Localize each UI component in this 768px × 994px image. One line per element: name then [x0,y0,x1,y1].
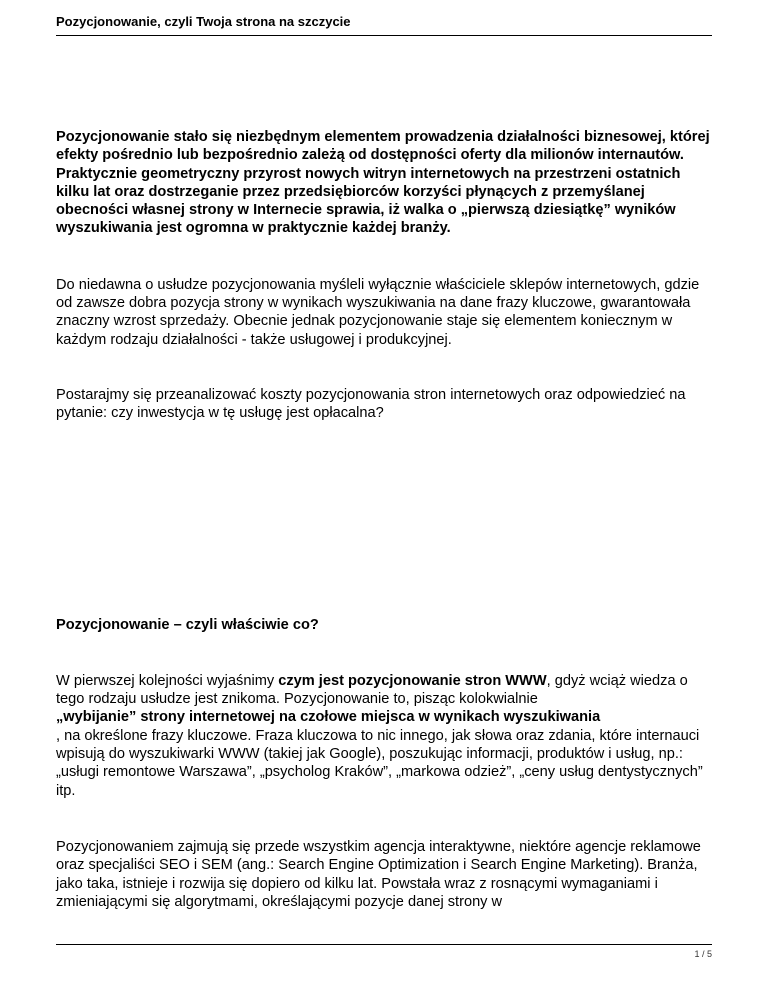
page-header [56,14,712,36]
lead-paragraph: Pozycjonowanie stało się niezbędnym elementem prowadzenia działalności biznesowej, której efekty pośrednio lub bezpośrednio zależą od dostępności oferty dla milionów internautów. Praktycznie geometryczny przyrost nowych witryn internetowych na przestrzeni ostatnich kilku lat oraz dostrzeganie przez przedsiębiorców korzyści płynących z przemyślanej obecności własnej strony w Internecie sprawia, iż walka o „pierwszą dziesiątkę” wyników wyszukiwania jest ogromna w praktycznie każdej branży. [56,129,710,237]
paragraph-3-text-1: W pierwszej kolejności wyjaśnimy [56,672,279,689]
body-paragraph-3 [56,672,716,800]
page-number: 1 / 5 [694,949,712,959]
paragraph-3-text-3: , na określone frazy kluczowe. Fraza kluczowa to nic innego, jak słowa oraz zdania, które internauci wpisują do wyszukiwarki WWW (takiej jak Google), poszukując informacji, produktów i usług, np.: „usługi remontowe Warszawa”, „psycholog Kraków”, „markowa odzież”, „ceny usług dentystycznych” itp. [56,727,703,799]
body-paragraph-2: Postarajmy się przeanalizować koszty pozycjonowania stron internetowych oraz odpowiedzieć na pytanie: czy inwestycja w tę usługę jest opłacalna? [56,386,686,422]
section-heading: Pozycjonowanie – czyli właściwie co? [56,616,319,633]
document-body [56,128,716,911]
document-title: Pozycjonowanie, czyli Twoja strona na szczycie [56,14,351,29]
body-paragraph-1: Do niedawna o usłudze pozycjonowania myśleli wyłącznie właściciele sklepów internetowych, gdzie od zawsze dobra pozycja strony w wynikach wyszukiwania na dane frazy kluczowe, gwarantowała znaczny wzrost sprzedaży. Obecnie jednak pozycjonowanie staje się elementem koniecznym w każdym rodzaju działalności - także usługowej i produkcyjnej. [56,276,700,348]
paragraph-3-text-2: , gdyż wciąż wiedza o tego rodzaju usłudze jest znikoma. Pozycjonowanie to, pisząc kolokwialnie [56,672,688,708]
paragraph-3-bold-1: czym jest pozycjonowanie stron WWW [278,672,547,689]
page-footer [56,944,712,959]
body-paragraph-4: Pozycjonowaniem zajmują się przede wszystkim agencja interaktywne, niektóre agencje reklamowe oraz specjaliści SEO i SEM (ang.: Search Engine Optimization i Search Engine Marketing). Branża, jako taka, istnieje i rozwija się dopiero od kilku lat. Powstała wraz z rosnącymi wymaganiami i zmieniającymi się algorytmami, określającymi pozycje danej strony w [56,838,701,910]
paragraph-3-bold-2: „wybijanie” strony internetowej na czołowe miejsca w wynikach wyszukiwania [56,709,601,726]
